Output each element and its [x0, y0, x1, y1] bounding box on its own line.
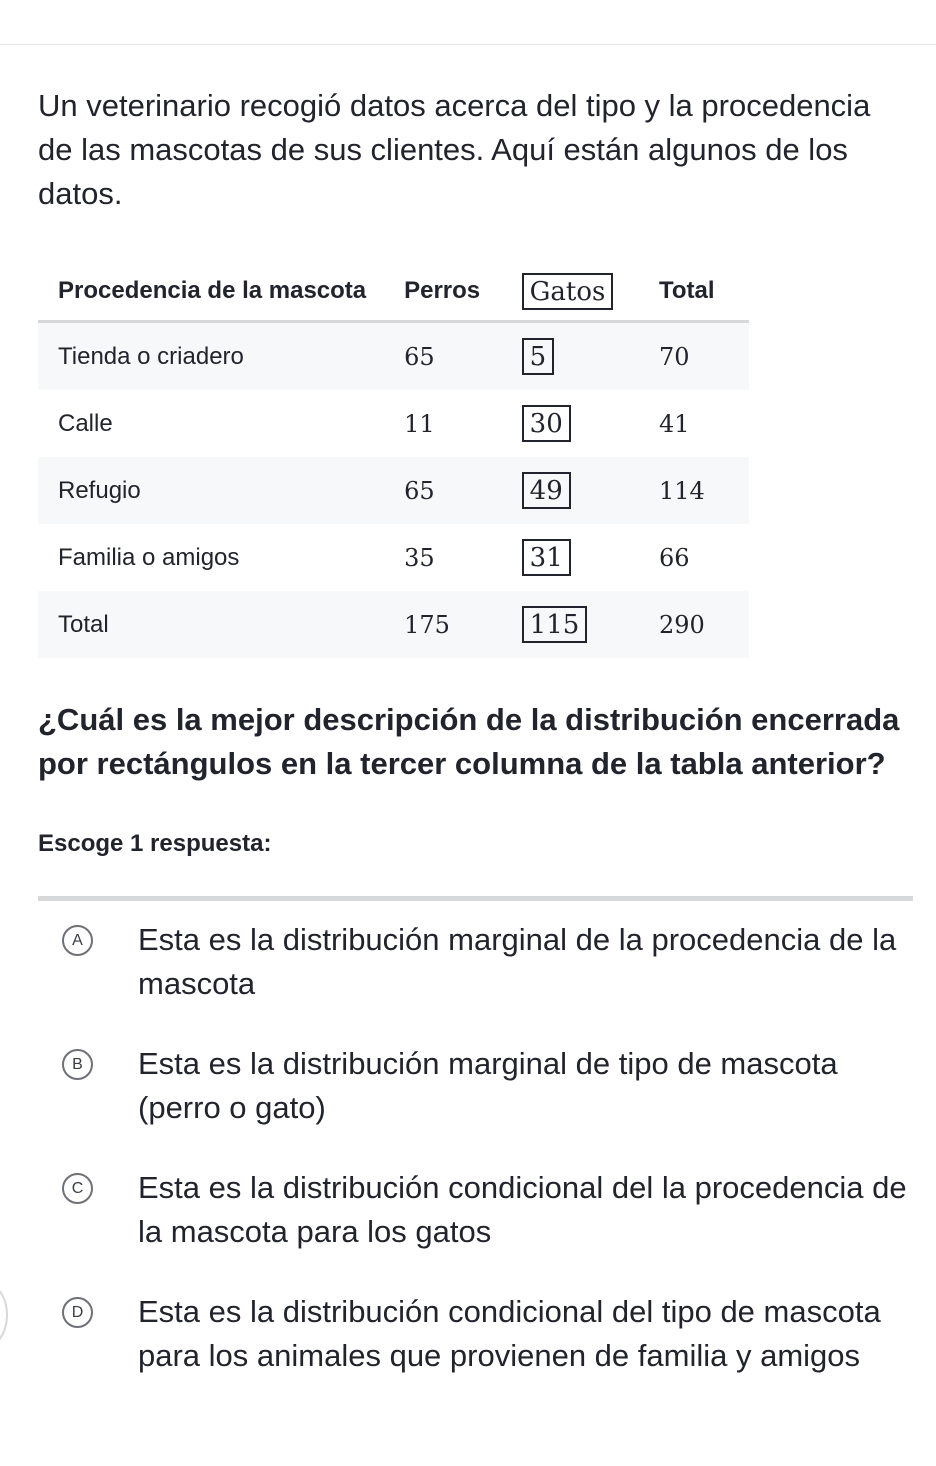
- choice-d-radio[interactable]: D: [62, 1297, 93, 1328]
- choice-a-text[interactable]: Esta es la distribución marginal de la procedencia de la mascota: [138, 922, 897, 1001]
- gatos-cell: 30: [522, 390, 659, 457]
- answer-prompt: Escoge 1 respuesta:: [38, 830, 272, 857]
- total-cell: 41: [658, 409, 690, 438]
- top-divider: [0, 44, 936, 45]
- choice-b[interactable]: [0, 1046, 936, 1136]
- header-procedencia: Procedencia de la mascota: [38, 262, 404, 322]
- row-label: Calle: [58, 409, 113, 437]
- options-divider: [38, 896, 913, 901]
- table-row: [38, 591, 749, 658]
- perros-cell: 65: [404, 457, 522, 524]
- row-label: Total: [38, 591, 404, 658]
- choice-c-text[interactable]: Esta es la distribución condicional del la procedencia de la mascota para los gatos: [138, 1170, 907, 1249]
- header-gatos: Gatos: [522, 262, 659, 322]
- intro-text: Un veterinario recogió datos acerca del tipo y la procedencia de las mascotas de sus clientes. Aquí están algunos de los datos.: [38, 88, 871, 211]
- gatos-cell: 49: [522, 457, 659, 524]
- choice-d-text[interactable]: Esta es la distribución condicional del tipo de mascota para los animales que provienen de familia y amigos: [138, 1294, 881, 1373]
- gatos-cell: 31: [522, 524, 659, 591]
- choice-d[interactable]: [0, 1294, 936, 1424]
- choice-b-radio[interactable]: B: [62, 1049, 93, 1080]
- row-label: Tienda o criadero: [38, 322, 404, 391]
- header-total: Total: [659, 262, 749, 322]
- total-cell: 66: [658, 543, 690, 572]
- pet-origin-table: [38, 262, 749, 658]
- choice-a[interactable]: [0, 922, 936, 1012]
- table-header-row: [38, 262, 749, 322]
- question-text: ¿Cuál es la mejor descripción de la distribución encerrada por rectángulos en la tercer columna de la tabla anterior?: [38, 702, 900, 781]
- table-row: [38, 322, 749, 391]
- perros-cell: 35: [404, 543, 435, 572]
- gatos-cell: 115: [522, 591, 659, 658]
- total-cell: 70: [659, 322, 749, 391]
- table-row: [38, 457, 749, 524]
- perros-cell: 175: [404, 591, 522, 658]
- row-label: Familia o amigos: [58, 543, 240, 571]
- table-row: [38, 524, 749, 591]
- choice-c-radio[interactable]: C: [62, 1173, 93, 1204]
- row-label: Refugio: [38, 457, 404, 524]
- total-cell: 114: [659, 457, 749, 524]
- choice-a-radio[interactable]: A: [62, 925, 93, 956]
- total-cell: 290: [659, 591, 749, 658]
- choice-b-text[interactable]: Esta es la distribución marginal de tipo de mascota (perro o gato): [138, 1046, 838, 1125]
- perros-cell: 65: [404, 322, 522, 391]
- gatos-cell: 5: [522, 322, 659, 391]
- header-perros: Perros: [404, 262, 522, 322]
- perros-cell: 11: [404, 409, 435, 438]
- choice-c[interactable]: [0, 1170, 936, 1260]
- table-row: [38, 390, 749, 457]
